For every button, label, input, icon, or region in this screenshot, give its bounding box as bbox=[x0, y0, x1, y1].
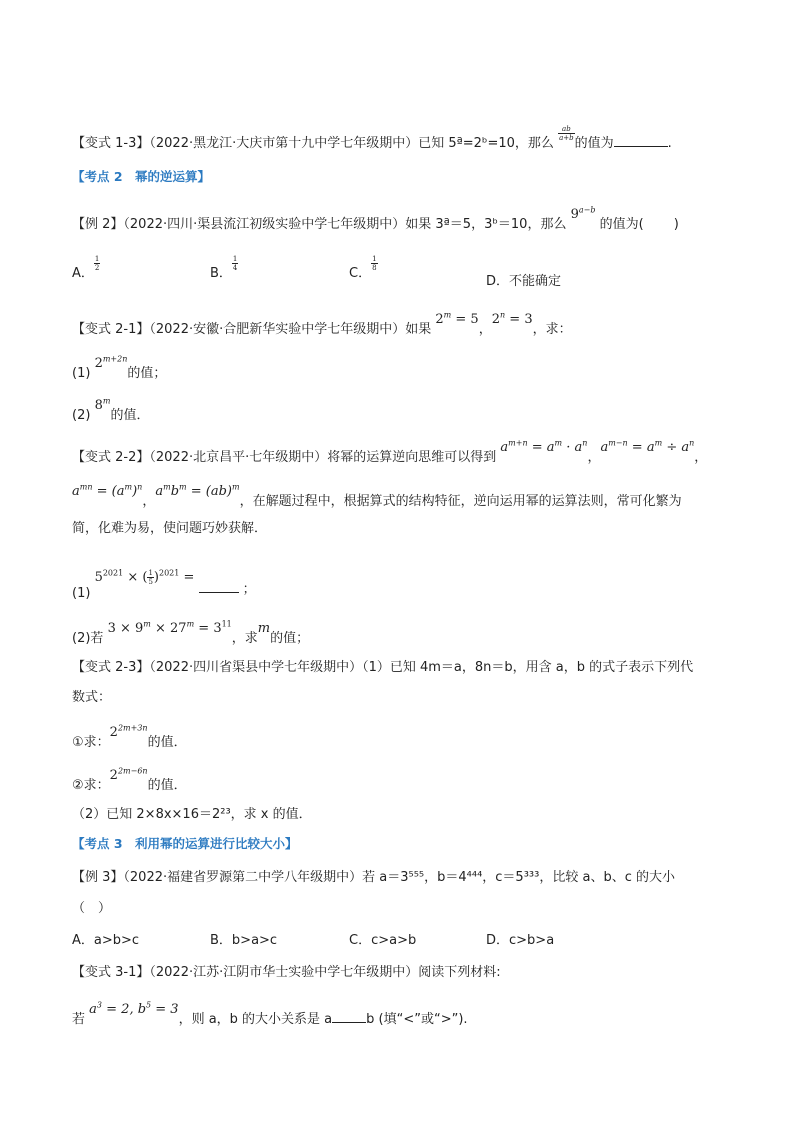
subquestion-1 bbox=[72, 723, 187, 750]
base: 2 bbox=[435, 312, 444, 327]
formula-text: · a bbox=[562, 440, 583, 455]
formula-power-rule bbox=[72, 484, 142, 499]
exponent: m bbox=[654, 438, 663, 448]
subquestion-text: 的值； bbox=[127, 366, 167, 381]
fraction-denominator: 4 bbox=[232, 264, 238, 272]
comma: ， bbox=[694, 450, 708, 465]
exponent: m bbox=[102, 396, 111, 406]
formula-text: ) bbox=[132, 484, 138, 499]
problem-text: ，则 a，b 的大小关系是 a bbox=[178, 1012, 333, 1027]
comma: ， bbox=[587, 450, 601, 465]
exponent: m+n bbox=[508, 438, 528, 448]
math-expression bbox=[108, 621, 232, 636]
option-d[interactable]: D．不能确定 bbox=[486, 274, 562, 289]
problem-variant-2-3 bbox=[72, 656, 693, 675]
subquestion-number: (2)若 bbox=[72, 631, 104, 646]
option-label: C． bbox=[349, 266, 372, 281]
exponent: a−b bbox=[578, 205, 596, 215]
problem-text: 如果 3ª＝5，3ᵇ＝10，那么 bbox=[405, 217, 567, 232]
math-expression bbox=[95, 570, 195, 585]
exponent: 5 bbox=[146, 1000, 152, 1010]
fraction-denominator: 5 bbox=[148, 578, 153, 586]
subquestion-number: ①求： bbox=[72, 735, 110, 750]
subquestion-2 bbox=[72, 766, 187, 793]
option-label: B． bbox=[210, 266, 232, 281]
subquestion-text: 的值． bbox=[110, 408, 150, 423]
base: 2 bbox=[109, 768, 118, 783]
problem-source: （2022·江苏·江阴市华士实验中学七年级期中） bbox=[149, 965, 419, 980]
problem-text: 将幂的运算逆向思维可以得到 bbox=[327, 450, 497, 465]
exponent: m bbox=[124, 482, 133, 492]
base: 8 bbox=[94, 398, 103, 413]
problem-variant-2-2 bbox=[72, 438, 708, 465]
exponent: m bbox=[232, 482, 240, 492]
equation-tail: = 2, b bbox=[102, 1002, 147, 1017]
base: a bbox=[155, 484, 164, 499]
subquestion-number: ②求： bbox=[72, 778, 110, 793]
exponent: m bbox=[443, 310, 452, 320]
option-a[interactable]: A．a>b>c bbox=[72, 933, 140, 948]
fraction-numerator: 1 bbox=[94, 255, 100, 263]
base: 3 × 9 bbox=[107, 621, 144, 636]
math-expression bbox=[571, 207, 596, 222]
variable: m bbox=[257, 621, 271, 636]
exponent: 2m+3n bbox=[117, 723, 148, 733]
option-fraction bbox=[232, 255, 238, 272]
problem-tag: 【变式 1-3】 bbox=[72, 136, 150, 151]
exponent: m bbox=[554, 438, 563, 448]
subquestion-text: 的值． bbox=[147, 778, 187, 793]
base: 2 bbox=[491, 312, 500, 327]
base: a bbox=[600, 440, 609, 455]
subquestion-2 bbox=[72, 396, 150, 423]
subquestion-1 bbox=[72, 354, 167, 381]
math-expression bbox=[110, 768, 148, 783]
exponent: n bbox=[137, 482, 143, 492]
exponent: m bbox=[186, 619, 195, 629]
problem-text: 如果 bbox=[405, 322, 432, 337]
base: 9 bbox=[570, 207, 579, 222]
subquestion-text: 的值． bbox=[147, 735, 187, 750]
exponent: 11 bbox=[221, 619, 232, 629]
problem-text: 若 a＝3⁵⁵⁵，b＝4⁴⁴⁴，c＝5³³³，比较 a、b、c 的大小 bbox=[362, 870, 675, 885]
subquestion-1 bbox=[72, 568, 256, 602]
equals: = bbox=[179, 570, 195, 585]
math-expression bbox=[95, 398, 111, 413]
section-heading-topic-3: 【考点 3 利用幂的运算进行比较大小】 bbox=[72, 836, 298, 851]
option-b[interactable] bbox=[210, 255, 238, 282]
problem-text: 已知 5ª=2ᵇ=10，那么 bbox=[418, 136, 554, 151]
operator: × ( bbox=[123, 570, 148, 585]
problem-source: （2022·四川·渠县流江初级实验中学七年级期中） bbox=[123, 217, 406, 232]
base: a bbox=[72, 484, 80, 499]
problem-source: （2022·福建省罗源第二中学八年级期中） bbox=[123, 870, 363, 885]
formula-text: = (a bbox=[92, 484, 125, 499]
fraction-expression bbox=[558, 125, 575, 142]
exponent: 2021 bbox=[158, 568, 180, 578]
option-label: A． bbox=[72, 266, 94, 281]
math-expression bbox=[492, 312, 533, 327]
comma: ， bbox=[142, 494, 156, 509]
exponent: m bbox=[179, 482, 187, 492]
problem-tag: 【变式 3-1】 bbox=[72, 965, 150, 980]
problem-text: （1）已知 4m＝a，8n＝b，用含 a，b 的式子表示下列代 bbox=[362, 660, 694, 675]
equation-tail: = 3 bbox=[505, 312, 533, 327]
fraction-numerator: ab bbox=[558, 125, 575, 134]
problem-tag: 【变式 2-1】 bbox=[72, 322, 150, 337]
problem-source: （2022·四川省渠县中学七年级期中） bbox=[149, 660, 363, 675]
exponent: m bbox=[143, 619, 151, 629]
operator: × 27 bbox=[150, 621, 187, 636]
problem-variant-2-3-part2: （2）已知 2×8x×16＝2²³，求 x 的值． bbox=[72, 807, 312, 822]
formula-text: = a bbox=[527, 440, 555, 455]
period: . bbox=[667, 136, 672, 151]
math-expression bbox=[435, 312, 478, 327]
exponent: n bbox=[582, 438, 588, 448]
fraction-numerator: 1 bbox=[148, 569, 153, 577]
exponent: 3 bbox=[96, 1000, 103, 1010]
option-b[interactable]: B．b>a>c bbox=[210, 933, 278, 948]
problem-variant-2-2-line3: 简，化难为易，使问题巧妙获解． bbox=[72, 521, 268, 536]
problem-variant-2-2-line2 bbox=[72, 482, 682, 509]
problem-tag: 【变式 2-3】 bbox=[72, 660, 150, 675]
option-fraction bbox=[371, 255, 377, 272]
formula-product-rule bbox=[500, 440, 587, 455]
problem-variant-3-1-line2 bbox=[72, 1000, 468, 1027]
problem-source: （2022·北京昌平·七年级期中） bbox=[149, 450, 328, 465]
fraction-denominator: 2 bbox=[94, 264, 100, 272]
answer-blank[interactable] bbox=[199, 581, 239, 593]
fraction-denominator: 8 bbox=[372, 264, 377, 272]
exponent: 2m−6n bbox=[117, 766, 148, 776]
exponent: n bbox=[689, 438, 695, 448]
math-expression bbox=[95, 356, 128, 371]
base: b bbox=[170, 484, 180, 499]
formula-text: = a bbox=[627, 440, 655, 455]
exponent: 2021 bbox=[102, 568, 124, 578]
problem-text: 的值为( bbox=[599, 217, 644, 232]
problem-source: （2022·黑龙江·大庆市第十九中学七年级期中） bbox=[149, 136, 419, 151]
subquestion-number: (2) bbox=[72, 408, 91, 423]
formula-text: ÷ a bbox=[662, 440, 690, 455]
formula-text: = (ab) bbox=[186, 484, 232, 499]
option-d[interactable]: D．c>b>a bbox=[486, 933, 555, 948]
problem-tag: 【变式 2-2】 bbox=[72, 450, 150, 465]
paren-close: ) bbox=[153, 570, 159, 585]
fraction-numerator: 1 bbox=[372, 255, 377, 263]
fraction-denominator: a+b bbox=[559, 134, 574, 142]
exponent: n bbox=[500, 310, 506, 320]
math-expression bbox=[110, 725, 148, 740]
exponent: m−n bbox=[608, 438, 628, 448]
equals: = 3 bbox=[194, 621, 222, 636]
answer-paren: （ ） bbox=[72, 901, 112, 916]
subquestion-number: (1) bbox=[72, 366, 91, 381]
problem-example-2 bbox=[72, 205, 679, 232]
base: 2 bbox=[109, 725, 118, 740]
formula-quotient-rule bbox=[600, 440, 694, 455]
answer-blank[interactable] bbox=[332, 1011, 366, 1023]
problem-example-3 bbox=[72, 866, 675, 885]
equation-tail: = 5 bbox=[451, 312, 479, 327]
problem-text: b (填“<”或“>”). bbox=[366, 1012, 468, 1027]
fraction-numerator: 1 bbox=[232, 255, 238, 263]
base: 2 bbox=[94, 356, 103, 371]
option-c[interactable]: C．c>a>b bbox=[349, 933, 417, 948]
problem-variant-2-1 bbox=[72, 310, 572, 337]
problem-variant-1-3 bbox=[72, 125, 672, 152]
base: 5 bbox=[94, 570, 103, 585]
paren-close: ) bbox=[673, 217, 679, 232]
problem-text: 的值为 bbox=[574, 136, 614, 151]
base: a bbox=[500, 440, 509, 455]
problem-text: ，在解题过程中，根据算式的结构特征，逆向运用幂的运算法则，常可化繁为 bbox=[239, 494, 682, 509]
problem-variant-3-1 bbox=[72, 961, 501, 980]
problem-source: （2022·安徽·合肥新华实验中学七年级期中） bbox=[149, 322, 406, 337]
subquestion-text: 的值； bbox=[270, 631, 310, 646]
option-a[interactable] bbox=[72, 255, 100, 282]
exponent: mn bbox=[79, 482, 93, 492]
exponent: m+2n bbox=[102, 354, 128, 364]
comma: ， bbox=[478, 322, 492, 337]
problem-text: ，求： bbox=[532, 322, 572, 337]
base: a bbox=[89, 1002, 97, 1017]
section-heading-topic-2: 【考点 2 幂的逆运算】 bbox=[72, 169, 211, 184]
formula-product-power-rule bbox=[155, 484, 239, 499]
semicolon: ； bbox=[242, 582, 256, 597]
problem-text: 阅读下列材料: bbox=[418, 965, 501, 980]
option-c[interactable] bbox=[349, 255, 378, 282]
equation-tail: = 3 bbox=[151, 1002, 179, 1017]
subquestion-number: (1) bbox=[72, 586, 91, 601]
exponent: m bbox=[163, 482, 171, 492]
math-expression bbox=[89, 1002, 178, 1017]
option-fraction bbox=[94, 255, 100, 272]
subquestion-text: ，求 bbox=[231, 631, 258, 646]
subquestion-2 bbox=[72, 619, 310, 646]
problem-text: 若 bbox=[72, 1012, 86, 1027]
problem-tag: 【例 3】 bbox=[72, 870, 124, 885]
problem-variant-2-3-line2: 数式： bbox=[72, 690, 112, 705]
answer-blank[interactable] bbox=[614, 135, 668, 147]
problem-tag: 【例 2】 bbox=[72, 217, 124, 232]
